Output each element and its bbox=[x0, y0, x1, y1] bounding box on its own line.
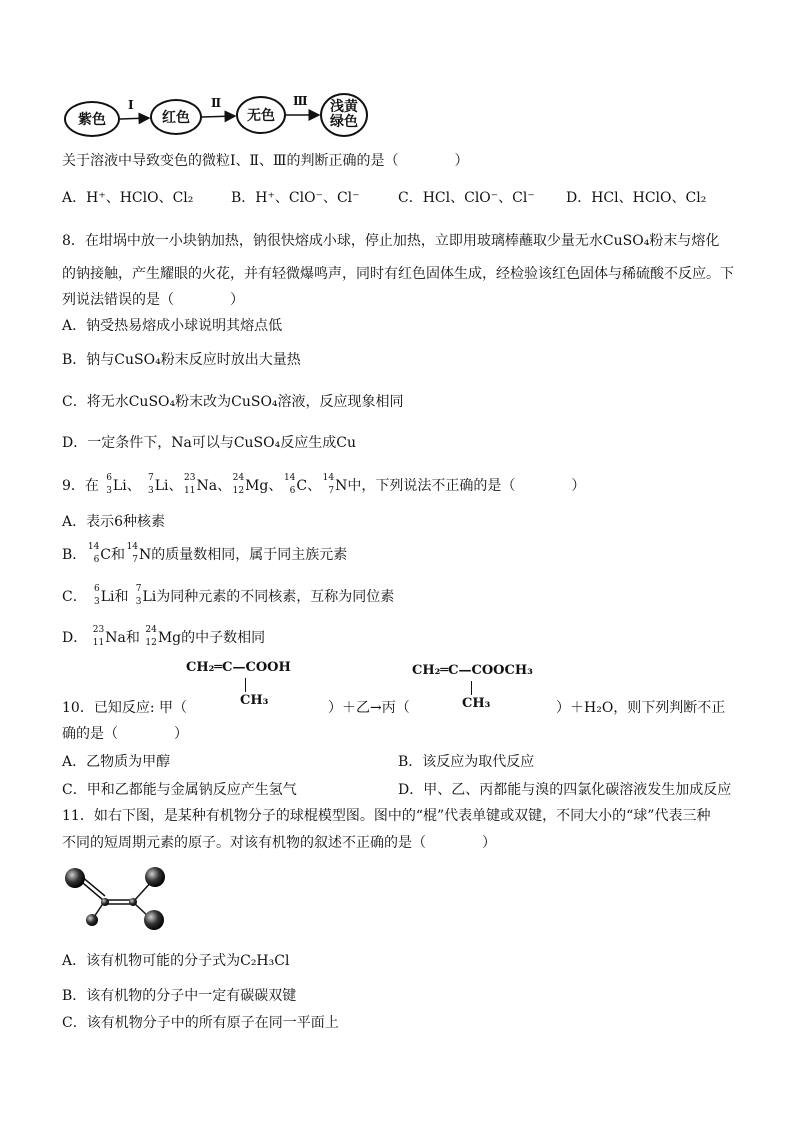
q7-stem: 关于溶液中导致变色的微粒Ⅰ、Ⅱ、Ⅲ的判断正确的是（ ） bbox=[62, 153, 469, 169]
struct-methyl-methacrylate-branch bbox=[471, 681, 472, 695]
flow-step-3: Ⅲ bbox=[293, 94, 308, 108]
q7-option-a: A．H⁺、HClO、Cl₂ bbox=[62, 190, 194, 206]
struct-methacrylic-acid-branch bbox=[245, 678, 246, 692]
nuclide-li6: 6 3 bbox=[106, 473, 112, 496]
q9-option-a: A．表示6种核素 bbox=[62, 514, 166, 530]
q9-option-c: C． 6 3 Li和 7 3 Li为同种元素的不同核素，互称为同位素 bbox=[62, 584, 395, 607]
flow-node-purple: 紫色 bbox=[64, 101, 120, 137]
atom-cl-left bbox=[65, 868, 85, 888]
nuclide-na23: 23 11 bbox=[184, 473, 196, 496]
nuclide-li7: 7 3 bbox=[147, 473, 154, 496]
flow-step-1: Ⅰ bbox=[128, 98, 134, 112]
q11-option-b: B．该有机物的分子中一定有碳碳双键 bbox=[62, 988, 297, 1004]
q10-stem-part3: ）＋H₂O，则下列判断不正 bbox=[556, 700, 726, 716]
flow-node-red: 红色 bbox=[150, 99, 202, 135]
q11-stem-line2: 不同的短周期元素的原子。对该有机物的叙述不正确的是（ ） bbox=[62, 835, 496, 851]
nuclide-c14: 14 6 bbox=[283, 473, 296, 496]
flow-arrows bbox=[0, 0, 400, 150]
q7-option-d: D．HCl、HClO、Cl₂ bbox=[566, 190, 707, 206]
q8-option-b: B．钠与CuSO₄粉末反应时放出大量热 bbox=[62, 352, 301, 368]
struct-methacrylic-acid: CH₂═C—COOH bbox=[186, 660, 291, 675]
flow-arrow-1 bbox=[120, 118, 149, 119]
q8-option-c: C．将无水CuSO₄粉末改为CuSO₄溶液，反应现象相同 bbox=[62, 394, 404, 410]
flow-node-line2: 绿色 bbox=[330, 114, 358, 130]
atom-c-right bbox=[129, 898, 137, 906]
flow-node-line1: 浅黄 bbox=[330, 99, 358, 115]
bond-sticks bbox=[77, 876, 153, 918]
flow-step-2: Ⅱ bbox=[211, 96, 222, 110]
q9-option-d: D． 23 11 Na和 24 12 Mg的中子数相同 bbox=[62, 625, 266, 648]
q8-option-a: A．钠受热易熔成小球说明其熔点低 bbox=[62, 318, 283, 334]
flow-node-colorless: 无色 bbox=[236, 96, 286, 134]
q10-stem-part2: ）＋乙→丙（ bbox=[328, 700, 410, 716]
q10-option-c: C．甲和乙都能与金属钠反应产生氢气 bbox=[62, 782, 297, 798]
q8-option-d: D．一定条件下，Na可以与CuSO₄反应生成Cu bbox=[62, 435, 356, 451]
nuclide-mg24: 24 12 bbox=[232, 473, 245, 496]
nuclide-n14: 14 7 bbox=[322, 473, 335, 496]
atom-cl-bottom-right bbox=[144, 910, 164, 930]
struct-methyl-methacrylate: CH₂═C—COOCH₃ bbox=[412, 663, 533, 678]
struct-methyl-methacrylate-methyl: CH₃ bbox=[462, 696, 491, 711]
atom-c-left bbox=[101, 898, 109, 906]
q7-option-b: B．H⁺、ClO⁻、Cl⁻ bbox=[231, 190, 360, 206]
q11-option-a: A．该有机物可能的分子式为C₂H₃Cl bbox=[62, 953, 290, 969]
q7-option-c: C．HCl、ClO⁻、Cl⁻ bbox=[398, 190, 535, 206]
q10-option-d: D．甲、乙、丙都能与溴的四氯化碳溶液发生加成反应 bbox=[398, 782, 732, 798]
q8-stem-line1: 8．在坩埚中放一小块钠加热，钠很快熔成小球，停止加热，立即用玻璃棒蘸取少量无水CuSO₄粉末与熔化 bbox=[62, 233, 720, 249]
q10-option-b: B．该反应为取代反应 bbox=[398, 754, 535, 770]
q9-stem: 9．在 6 3 Li、 7 3 Li、 23 11 Na、 24 12 Mg、 14 6 C、 14 7 N中，下列说法不正确的是（ ） bbox=[62, 473, 586, 496]
ball-stick-model bbox=[60, 862, 180, 932]
struct-methacrylic-acid-methyl: CH₃ bbox=[240, 693, 269, 708]
q10-option-a: A．乙物质为甲醇 bbox=[62, 754, 171, 770]
atom-h bbox=[86, 914, 98, 926]
atom-cl-top-right bbox=[145, 867, 165, 887]
q9-option-b: B． 14 6 C和 14 7 N的质量数相同，属于同主族元素 bbox=[62, 542, 348, 565]
flow-arrow-2 bbox=[202, 116, 235, 117]
q10-stem-part1: 10．已知反应: 甲（ bbox=[62, 700, 187, 716]
q8-stem-line2: 的钠接触，产生耀眼的火花，并有轻微爆鸣声，同时有红色固体生成，经检验该红色固体与稀硫酸不反应。下 bbox=[62, 266, 734, 282]
q10-stem-line2: 确的是（ ） bbox=[62, 726, 188, 742]
q8-stem-line3: 列说法错误的是（ ） bbox=[62, 292, 244, 308]
q11-option-c: C．该有机物分子中的所有原子在同一平面上 bbox=[62, 1015, 339, 1031]
q11-stem-line1: 11．如右下图，是某种有机物分子的球棍模型图。图中的“棍”代表单键或双键，不同大小的“球”代表三种 bbox=[62, 808, 711, 824]
